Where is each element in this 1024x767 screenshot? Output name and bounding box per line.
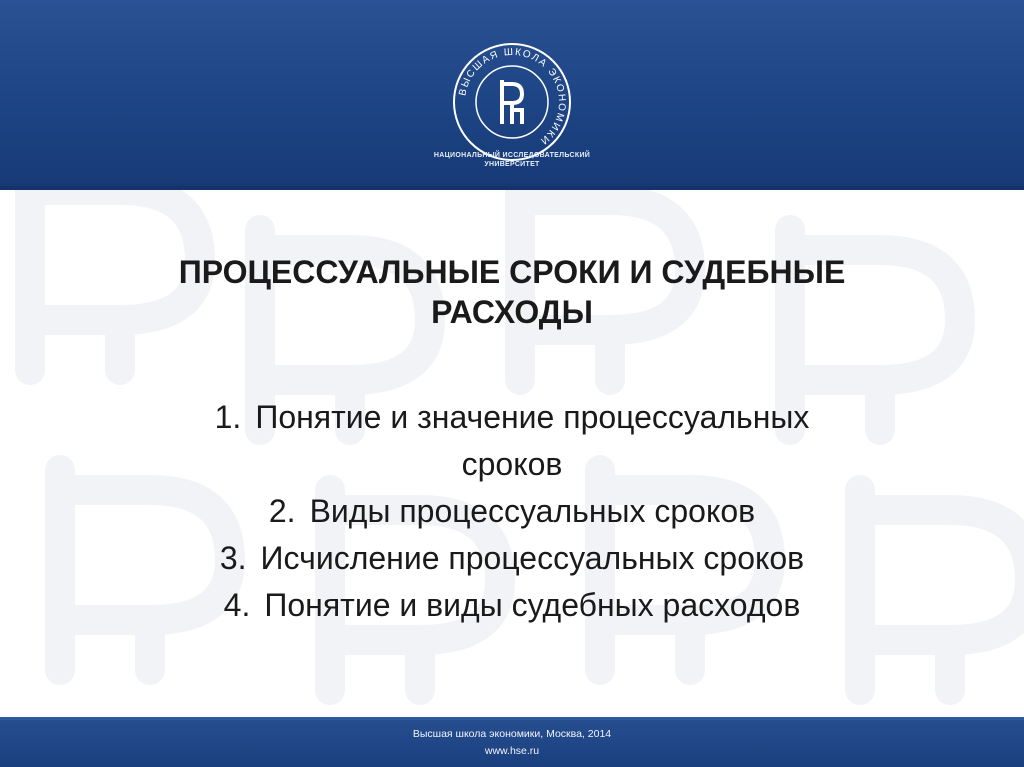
list-item-number: 4. <box>223 587 251 623</box>
hse-logo <box>450 40 574 164</box>
slide-title <box>80 252 944 332</box>
slide-title-line1: ПРОЦЕССУАЛЬНЫЕ СРОКИ И СУДЕБНЫЕ <box>178 254 846 290</box>
list-item-text-continuation: сроков <box>461 446 563 482</box>
university-name-line1: НАЦИОНАЛЬНЫЙ ИССЛЕДОВАТЕЛЬСКИЙ <box>433 152 591 159</box>
logo-ring-text: ВЫСШАЯ ШКОЛА ЭКОНОМИКИ <box>457 46 568 147</box>
footer-copyright: Высшая школа экономики, Москва, 2014 <box>412 728 612 740</box>
list-item-text: Исчисление процессуальных сроков <box>260 540 805 576</box>
topics-list <box>80 394 944 629</box>
list-item <box>80 394 944 488</box>
list-item-text: Понятие и виды судебных расходов <box>264 587 801 623</box>
slide-title-line2: РАСХОДЫ <box>431 294 593 330</box>
list-item <box>80 535 944 582</box>
list-item <box>80 488 944 535</box>
footer-website-link[interactable]: www.hse.ru <box>484 745 540 757</box>
list-item-text: Понятие и значение процессуальных <box>255 399 810 435</box>
header-banner <box>0 0 1024 189</box>
svg-text:ВЫСШАЯ ШКОЛА ЭКОНОМИКИ <box>457 47 567 147</box>
list-item-text: Виды процессуальных сроков <box>309 493 756 529</box>
list-item-number: 1. <box>214 399 242 435</box>
university-name <box>412 151 612 169</box>
slide-content <box>0 190 1024 720</box>
footer-banner <box>0 720 1024 767</box>
list-item <box>80 582 944 629</box>
hse-emblem-icon <box>502 82 522 122</box>
list-item-number: 2. <box>268 493 296 529</box>
university-name-line2: УНИВЕРСИТЕТ <box>484 161 540 168</box>
list-item-number: 3. <box>219 540 247 576</box>
footer-text <box>0 726 1024 760</box>
